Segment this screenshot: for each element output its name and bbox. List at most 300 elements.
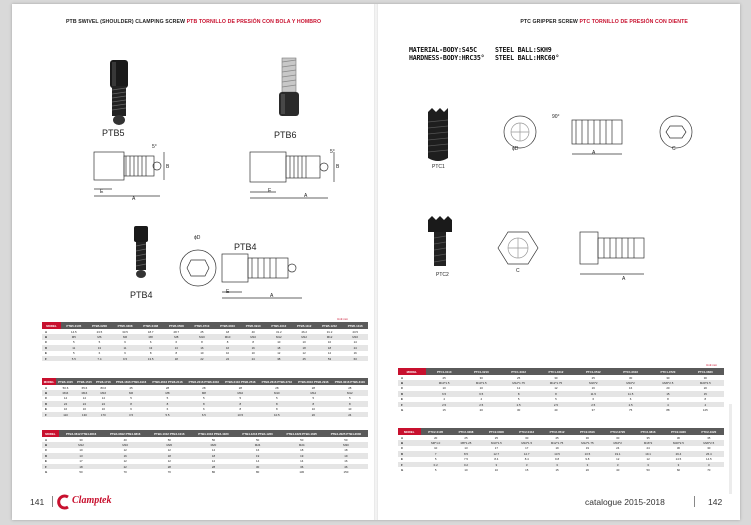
table-cell: B [42, 390, 56, 395]
ptb4-photo [130, 226, 160, 286]
table-cell: 35 [646, 435, 650, 440]
table-cell: 30 [616, 435, 620, 440]
table-cell: 5 [349, 396, 351, 401]
table-cell: 6.5 [426, 391, 463, 396]
table-cell: 10 [79, 448, 83, 453]
table-cell: 8.4 [524, 457, 529, 462]
table-cell: 16 [101, 407, 105, 412]
table-cell: 8 [500, 391, 537, 396]
table-cell: M16 [103, 442, 147, 447]
table-cell: 14.5 [675, 457, 682, 462]
table-header-cell: PTB6-3016 PTB6-3116 [332, 378, 368, 385]
table-header-cell: PTB4-2025 PTB4-2030 [324, 430, 368, 437]
table-cell: 10 [442, 386, 446, 391]
table-cell: 17 [79, 459, 83, 464]
table-cell: 7.5 [464, 457, 469, 462]
table-header-cell: PTB5-0710 [189, 322, 215, 329]
table-cell: 30 [79, 437, 83, 442]
table-header-cell: PTB6-1315 [56, 378, 75, 385]
table-cell: A [45, 329, 48, 334]
table-cell: 8 [276, 407, 278, 412]
table-cell: 28.7 [173, 329, 180, 334]
table-cell: M16 [94, 390, 113, 395]
table-cell: 10 [302, 340, 306, 345]
table-cell: 12 [302, 351, 306, 356]
table-cell: A [45, 385, 48, 390]
table-cell: 2.5 [612, 402, 649, 407]
table-cell: 14 [300, 459, 304, 464]
brand-logo [58, 493, 128, 511]
ptb6-label: PTB6 [274, 130, 297, 140]
table-header-cell: PTC2-0720 [603, 428, 633, 435]
table-cell: 10 [434, 446, 438, 451]
table-header-cell: PTB4-1016 PTB4-1020 [191, 430, 235, 437]
table-cell: 12.7 [481, 451, 511, 456]
spec-material: MATERIAL-BODY:S45C [409, 46, 477, 54]
table-header-cell: PTB5-1212 [317, 322, 343, 329]
table-cell: M10 [259, 390, 296, 395]
table-cell: B [42, 334, 61, 339]
table-cell: 10.5 [259, 412, 296, 417]
table-cell: 25 [494, 435, 498, 440]
table-cell: 25 [555, 435, 559, 440]
table-cell: 6.5 [463, 391, 500, 396]
table-header-cell: PTC2-0208 [451, 428, 481, 435]
spec-hardness: HARDNESS-BODY:HRC35° [409, 54, 485, 62]
table-cell: 22 [189, 356, 215, 361]
table-cell: 12 [211, 459, 216, 464]
ptb4-dim-e: E [226, 289, 230, 295]
table-cell: 28 [202, 385, 206, 390]
table-cell: 8 [149, 351, 152, 356]
table-cell: D [398, 451, 421, 456]
table-cell: 15 [525, 468, 529, 473]
table-cell: 3 [572, 462, 602, 467]
table-header-cell: PTC2-0512 [542, 428, 572, 435]
table-header-cell: PTC1-0820 [687, 368, 724, 375]
table-cell: 53 [317, 356, 343, 361]
table-header-cell: PTC1-0312 [500, 368, 537, 375]
footer-separator-left [52, 496, 53, 507]
table-cell: G [401, 468, 404, 473]
table-cell: 10 [479, 386, 483, 391]
table-row [42, 469, 368, 474]
table-header-cell: MODEL [42, 322, 61, 329]
table-cell: 11 [61, 345, 87, 350]
table-cell: A [401, 375, 404, 380]
table-cell: 19 [236, 453, 280, 458]
table-cell: 25 [464, 435, 468, 440]
table-cell: 28 [147, 464, 191, 469]
table-cell: 15 [555, 468, 559, 473]
table-cell: 110 [56, 412, 75, 417]
table-cell: M10*1.5 [463, 380, 500, 385]
table-row [398, 467, 724, 472]
table-cell: 4 [443, 397, 445, 402]
table-cell: 25 [517, 375, 521, 380]
table-header-cell: PTB5-0208 [87, 322, 113, 329]
table-cell: 6 [592, 397, 595, 402]
table-cell: 28 [311, 385, 315, 390]
table-cell: 5 [98, 340, 101, 345]
table-cell: 70 [707, 468, 711, 473]
table-cell: 50 [211, 437, 216, 442]
table-cell: 20 [585, 468, 589, 473]
table-cell: M20*2.5 [687, 380, 724, 385]
table-cell: 30 [554, 375, 558, 380]
ptb6-dim-e: E [268, 188, 272, 194]
table-header-cell: PTB5-1316 [342, 322, 368, 329]
table-cell: M5 [61, 334, 87, 339]
table-cell: A [45, 437, 48, 442]
table-cell: G [401, 408, 404, 413]
ptb4-dim-a: A [270, 293, 274, 299]
table-cell: 10 [200, 351, 204, 356]
table-header-cell: PTB5-1112 [292, 322, 317, 329]
table-cell: 7 [421, 451, 451, 456]
table-cell: 8 [704, 397, 707, 402]
table-cell: 3 [633, 462, 663, 467]
ptc1-drawing [500, 110, 700, 170]
table-header-row [42, 378, 368, 385]
table-cell: 17 [494, 446, 498, 451]
table-cell: E [401, 397, 403, 402]
table-cell: 18 [191, 453, 235, 458]
table-cell: M12*1.75 [537, 380, 574, 385]
table-cell: 8 [259, 401, 296, 406]
table-cell: 6 [130, 407, 132, 412]
table-cell: 150 [343, 470, 349, 475]
table-cell: 5.5 [149, 412, 185, 417]
table-cell: 5 [434, 468, 437, 473]
table-header-cell: PTC1-0210 [463, 368, 500, 375]
table-cell: 30 [707, 446, 711, 451]
ptb6-photo [274, 58, 310, 130]
table-cell: M8 [163, 334, 189, 339]
table-cell: M6 [113, 390, 150, 395]
table-cell: 0.2 [451, 462, 481, 467]
table-header-cell: PTC2-0105 [421, 428, 451, 435]
table-cell: 16 [240, 345, 266, 350]
table-cell: 5 [130, 396, 132, 401]
table-cell: 2.5 [575, 402, 612, 407]
ptb5-dim-angle: 5° [152, 144, 157, 150]
right-page-header [520, 19, 688, 25]
ptc1-photo [424, 108, 454, 164]
ptc1-table [398, 368, 724, 413]
table-cell: 18 [225, 329, 230, 334]
table-cell: 12 [646, 457, 650, 462]
table-cell: 19 [585, 446, 589, 451]
table-header-cell: PTC1-0512 [575, 368, 612, 375]
table-cell: 5 [239, 396, 242, 401]
table-cell: 10 [327, 340, 332, 345]
table-cell: 30 [479, 375, 483, 380]
table-header-cell: PTB6-1816 PTB6-1916 [113, 378, 150, 385]
ptc1-dim-d: ϕD [512, 146, 519, 152]
table-cell: 17 [525, 446, 529, 451]
unit-left: Unit:mm [337, 317, 349, 321]
table-cell: 5 [166, 396, 169, 401]
ptb4-table [42, 430, 368, 475]
table-cell: 31.2 [275, 329, 282, 334]
table-header-cell: PTB4-0812 PTB4-0816 [103, 430, 147, 437]
table-cell: 46.2 [301, 329, 307, 334]
table-cell: 24 [56, 401, 75, 406]
table-cell: 130 [75, 412, 94, 417]
table-cell: 13 [464, 446, 468, 451]
table-header-cell: PTB5-0408 [138, 322, 164, 329]
material-spec [409, 46, 559, 62]
table-cell: 14.5 [70, 329, 77, 334]
table-cell: C [401, 386, 404, 391]
table-cell: 24 [332, 412, 368, 417]
table-cell: 8 [295, 401, 332, 406]
table-cell: 3 [512, 462, 542, 467]
table-cell: F [42, 464, 59, 469]
brand-name: Clamptek [72, 495, 112, 506]
table-cell: 16 [628, 386, 633, 391]
ptc2-table [398, 428, 724, 473]
table-cell: 6 [124, 340, 126, 345]
table-header-cell: PTB5-0105 [61, 322, 87, 329]
table-cell: 2.5 [463, 402, 500, 407]
table-cell: M16 [56, 390, 75, 395]
ptb6-dim-a: A [304, 193, 308, 199]
table-header-cell: PTC1-0412 [537, 368, 574, 375]
table-cell: M12 [295, 390, 332, 395]
table-cell: 30 [236, 464, 280, 469]
table-cell: M16*2 [633, 440, 663, 445]
table-cell: 11.5 [575, 391, 612, 396]
table-cell: D [42, 345, 61, 350]
table-cell: 38 [266, 356, 292, 361]
table-cell: 24 [616, 446, 620, 451]
table-cell: 16 [189, 345, 215, 350]
table-header-cell: PTC2-0308 [481, 428, 511, 435]
table-cell: 16 [103, 453, 147, 458]
table-cell: 13.5 [572, 451, 602, 456]
table-header-cell: PTB6-2416 PTB6-2516 [222, 378, 259, 385]
ptc2-dim-a: A [622, 276, 626, 282]
table-header-cell: PTB5-0910 [240, 322, 266, 329]
spec-ball: STEEL BALL:SKH9 [495, 46, 552, 54]
table-header-cell: PTB6-1716 [94, 378, 113, 385]
table-cell: M10 [240, 334, 266, 339]
unit-right: Unit:mm [706, 363, 718, 367]
table-header-cell: PTB6-2016 PTB6-2116 [149, 378, 185, 385]
table-header-cell: MODEL [42, 430, 59, 437]
table-header-cell: PTB6-1515 [75, 378, 94, 385]
table-cell: 12 [167, 459, 171, 464]
table-cell: 40 [251, 329, 255, 334]
table-cell: M20*2.5 [663, 440, 693, 445]
table-cell: 25 [200, 329, 204, 334]
table-header-cell: PTB6-2616 PTB6-2716 [259, 378, 296, 385]
table-cell: 13 [87, 345, 113, 350]
table-cell: 6 [166, 407, 169, 412]
table-cell: 8 [226, 340, 229, 345]
table-cell: 30 [703, 375, 707, 380]
table-cell: 37 [591, 408, 595, 413]
ptc2-label: PTC2 [436, 272, 449, 278]
table-cell: C [401, 446, 404, 451]
table-header-row [42, 430, 368, 437]
table-cell: 4 [649, 402, 686, 407]
table-cell: 12.7 [512, 451, 542, 456]
table-row [42, 412, 368, 417]
table-cell: 31.2 [326, 329, 333, 334]
table-cell: 16 [82, 407, 87, 412]
table-cell: 8 [113, 401, 150, 406]
table-cell: 14 [63, 396, 68, 401]
ptc1-dim-angle: 90° [552, 114, 560, 120]
table-cell: 6.5 [186, 412, 223, 417]
table-cell: 25 [591, 375, 595, 380]
table-cell: 15 [649, 391, 686, 396]
table-cell: 8 [175, 351, 178, 356]
table-cell: 8 [149, 401, 185, 406]
page-edge-tab [729, 404, 732, 494]
table-cell: 4 [480, 397, 483, 402]
table-cell: E [45, 459, 47, 464]
table-cell: D [42, 453, 59, 458]
table-cell: 24 [342, 345, 368, 350]
table-cell: 20 [666, 386, 670, 391]
table-cell: 30 [525, 435, 529, 440]
table-cell: F [42, 356, 61, 361]
table-cell: 18 [300, 448, 304, 453]
table-cell: 125 [702, 408, 708, 413]
table-cell: 15 [442, 408, 446, 413]
table-cell: 8 [201, 340, 203, 345]
table-cell: 8 [252, 340, 254, 345]
table-cell: 14 [255, 459, 260, 464]
table-cell: 20 [479, 408, 483, 413]
header-right-es: PTC TORNILLO DE PRESIÓN CON DIENTE [579, 19, 688, 25]
table-cell: 23.5 [96, 329, 103, 334]
footer-separator-right [694, 496, 695, 507]
table-cell: 10 [348, 407, 352, 412]
table-cell: 5 [555, 397, 557, 402]
table-cell: E [401, 457, 403, 462]
table-cell: 6 [124, 351, 126, 356]
table-cell: 10 [225, 351, 230, 356]
table-cell: 8 [186, 401, 223, 406]
table-cell: M8 [186, 390, 223, 395]
table-header-cell: MODEL [398, 428, 421, 435]
table-cell: E [45, 407, 47, 412]
table-cell: M16*2 [612, 380, 649, 385]
table-cell: 12 [327, 351, 332, 356]
table-cell: 0.2 [421, 462, 451, 467]
table-cell: M12*1.75 [542, 440, 572, 445]
table-cell: 6 [175, 340, 178, 345]
catalogue-label: catalogue 2015-2018 [585, 497, 665, 507]
table-cell: 50 [167, 437, 171, 442]
table-header-cell: PTC2-0816 [633, 428, 663, 435]
table-cell: 3 [481, 462, 511, 467]
table-cell: 25 [442, 375, 446, 380]
table-cell: C [45, 340, 48, 345]
table-cell: 11.5 [612, 391, 649, 396]
table-cell: 5.5 [61, 356, 87, 361]
table-cell: 8 [332, 401, 368, 406]
table-cell: 9.8 [585, 457, 590, 462]
table-cell: 5 [72, 340, 75, 345]
table-cell: 13 [59, 453, 103, 458]
table-cell: 9.8 [555, 457, 560, 462]
table-cell: M10*1.5 [426, 380, 463, 385]
catalogue-spread [12, 4, 740, 520]
ptc2-drawing [498, 224, 658, 284]
table-cell: 43.5 [352, 329, 358, 334]
table-cell: 30 [676, 435, 681, 440]
table-header-cell: PTB5-1012 [266, 322, 292, 329]
table-cell: 10.5 [222, 412, 259, 417]
table-cell: D [398, 391, 426, 396]
table-cell: 24 [240, 356, 266, 361]
table-cell: 24 [646, 446, 650, 451]
table-cell: M8 [138, 334, 164, 339]
table-cell: 8.4 [494, 457, 499, 462]
table-cell: M16*2 [603, 440, 633, 445]
table-cell: 18 [266, 345, 292, 350]
table-cell: 28 [275, 385, 279, 390]
table-cell: M16*2 [575, 380, 612, 385]
table-cell: 18 [292, 345, 317, 350]
header-left-en: PTB SWIVEL (SHOULDER) CLAMPING SCREW [66, 19, 186, 25]
table-cell: 12 [554, 386, 558, 391]
ptc1-dim-c: C [672, 146, 676, 152]
table-cell: 30 [517, 408, 521, 413]
table-cell: 18 [163, 356, 189, 361]
table-cell: 16 [215, 345, 241, 350]
table-cell: 3 [694, 462, 724, 467]
table-row [398, 407, 724, 412]
table-cell: 15 [687, 391, 724, 396]
table-cell: M20 [191, 442, 235, 447]
table-cell: D [42, 401, 56, 406]
table-cell: 19 [280, 453, 324, 458]
table-cell: G [45, 470, 48, 475]
table-header-cell: PTB5-0810 [215, 322, 241, 329]
table-cell: 20 [703, 386, 707, 391]
table-cell: M12 [266, 334, 292, 339]
table-cell: 26.4 [694, 451, 724, 456]
table-cell: 22 [103, 464, 147, 469]
table-cell: 14 [353, 340, 357, 345]
table-cell: 4 [687, 402, 724, 407]
table-cell: 50.6 [62, 385, 69, 390]
table-cell: 5 [276, 396, 278, 401]
table-cell: 45 [292, 356, 317, 361]
table-cell: 50 [344, 437, 348, 442]
ptb4-photo-label: PTB4 [130, 290, 153, 300]
ptb5-table [42, 322, 368, 361]
table-header-cell: MODEL [43, 379, 55, 384]
table-cell: M20 [147, 442, 191, 447]
table-cell: 80 [211, 470, 216, 475]
table-cell: 6 [203, 407, 205, 412]
ptc1-dim-a: A [592, 150, 596, 156]
table-cell: 14 [211, 448, 216, 453]
table-cell: 3 [542, 462, 572, 467]
table-cell: M24 [280, 442, 324, 447]
table-cell: 8 [537, 391, 574, 396]
left-page-header [66, 19, 321, 25]
table-cell: 19.1 [633, 451, 663, 456]
